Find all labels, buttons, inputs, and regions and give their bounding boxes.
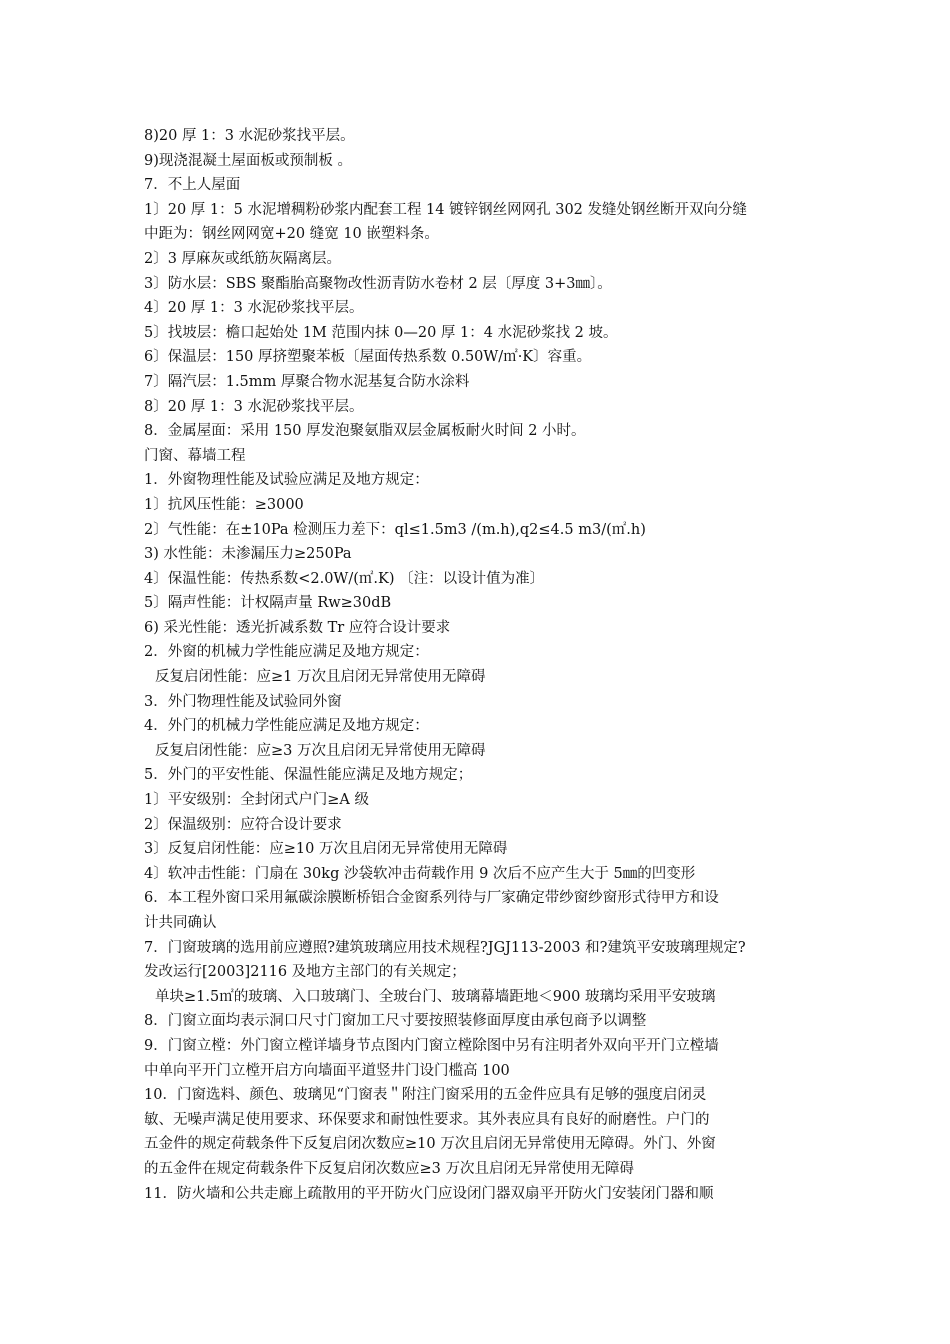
text-line: 4〕20 厚 1：3 水泥砂浆找平层。 <box>144 300 364 317</box>
text-line: 4〕保温性能：传热系数<2.0W/(㎡.K) 〔注：以设计值为准〕 <box>144 570 545 587</box>
text-line: 4．外门的机械力学性能应满足及地方规定： <box>144 718 429 735</box>
text-line: 9)现浇混凝土屋面板或预制板 。 <box>144 152 352 169</box>
text-line: 10．门窗选料、颜色、玻璃见“门窗表＂附注门窗采用的五金件应具有足够的强度启闭灵 <box>144 1087 707 1104</box>
text-line: 5〕隔声性能：计权隔声量 Rw≥30dB <box>144 595 392 612</box>
text-line: 7〕隔汽层：1.5mm 厚聚合物水泥基复合防水涂料 <box>144 373 470 390</box>
section-heading: 7．不上人屋面 <box>144 177 241 194</box>
text-line: 2〕3 厚麻灰或纸筋灰隔离层。 <box>144 250 342 267</box>
text-line: 3) 水性能：未渗漏压力≥250Pa <box>144 546 352 563</box>
text-line: 3〕反复启闭性能：应≥10 万次且启闭无异常使用无障碍 <box>144 841 508 858</box>
text-line: 6．本工程外窗口采用氟碳涂膜断桥铝合金窗系列待与厂家确定带纱窗纱窗形式待甲方和设 <box>144 890 719 907</box>
text-line: 反复启闭性能：应≥3 万次且启闭无异常使用无障碍 <box>155 742 486 759</box>
text-line: 1〕平安级别：全封闭式户门≥A 级 <box>144 792 369 809</box>
text-line: 2〕保温级别：应符合设计要求 <box>144 816 342 833</box>
text-line: 的五金件在规定荷载条件下反复启闭次数应≥3 万次且启闭无异常使用无障碍 <box>144 1160 634 1177</box>
text-line: 5〕找坡层：檐口起始处 1M 范围内抹 0—20 厚 1：4 水泥砂浆找 2 坡。 <box>144 324 618 341</box>
text-line: 9．门窗立樘：外门窗立樘详墙身节点图内门窗立樘除图中另有注明者外双向平开门立樘墙 <box>144 1037 719 1054</box>
text-line: 1〕抗风压性能：≥3000 <box>144 496 304 513</box>
text-line: 反复启闭性能：应≥1 万次且启闭无异常使用无障碍 <box>155 669 486 686</box>
text-line: 2．外窗的机械力学性能应满足及地方规定： <box>144 644 429 661</box>
text-line: 8．门窗立面均表示洞口尺寸门窗加工尺寸要按照装修面厚度由承包商予以调整 <box>144 1013 647 1030</box>
text-line: 8〕20 厚 1：3 水泥砂浆找平层。 <box>144 398 364 415</box>
text-line: 5．外门的平安性能、保温性能应满足及地方规定； <box>144 767 473 784</box>
section-heading: 门窗、幕墙工程 <box>144 447 246 464</box>
text-line: 6) 采光性能：透光折减系数 Tr 应符合设计要求 <box>144 619 451 636</box>
text-line: 1〕20 厚 1：5 水泥增稠粉砂浆内配套工程 14 镀锌钢丝网网孔 302 发缝处钢丝断开双向分缝 <box>144 201 748 218</box>
document-body <box>144 124 824 1206</box>
text-line: 4〕软冲击性能：门扇在 30kg 沙袋软冲击荷载作用 9 次后不应产生大于 5㎜的凹变形 <box>144 865 696 882</box>
text-line: 7．门窗玻璃的选用前应遵照?建筑玻璃应用技术规程?JGJ113-2003 和?建筑平安玻璃理规定? <box>144 939 746 956</box>
text-line: 中距为：钢丝网网宽+20 缝宽 10 嵌塑料条。 <box>144 226 439 243</box>
text-line: 8)20 厚 1：3 水泥砂浆找平层。 <box>144 128 355 144</box>
text-line: 8．金属屋面：采用 150 厚发泡聚氨脂双层金属板耐火时间 2 小时。 <box>144 423 586 440</box>
text-line: 中单向平开门立樘开启方向墙面平道竖井门设门槛高 100 <box>144 1062 510 1079</box>
text-line: 发改运行[2003]2116 及地方主部门的有关规定； <box>144 964 466 981</box>
text-line: 3〕防水层：SBS 聚酯胎高聚物改性沥青防水卷材 2 层〔厚度 3+3㎜〕。 <box>144 275 612 292</box>
text-line: 11．防火墙和公共走廊上疏散用的平开防火门应设闭门器双扇平开防火门安装闭门器和顺 <box>144 1185 714 1202</box>
text-line: 敏、无噪声满足使用要求、环保要求和耐蚀性要求。其外表应具有良好的耐磨性。户门的 <box>144 1111 710 1128</box>
text-line: 6〕保温层：150 厚挤塑聚苯板〔屋面传热系数 0.50W/㎡·K〕容重。 <box>144 349 592 366</box>
text-line: 五金件的规定荷载条件下反复启闭次数应≥10 万次且启闭无异常使用无障碍。外门、外窗 <box>144 1136 716 1153</box>
text-line: 1．外窗物理性能及试验应满足及地方规定： <box>144 472 429 489</box>
text-line: 2〕气性能：在±10Pa 检测压力差下：ql≤1.5m3 /(m.h),q2≤4.5 m3/(㎡.h) <box>144 521 646 538</box>
text-line: 单块≥1.5㎡的玻璃、入口玻璃门、全玻台门、玻璃幕墙距地＜900 玻璃均采用平安玻璃 <box>155 988 716 1005</box>
text-line: 3．外门物理性能及试验同外窗 <box>144 693 342 710</box>
text-line: 计共同确认 <box>144 915 217 931</box>
